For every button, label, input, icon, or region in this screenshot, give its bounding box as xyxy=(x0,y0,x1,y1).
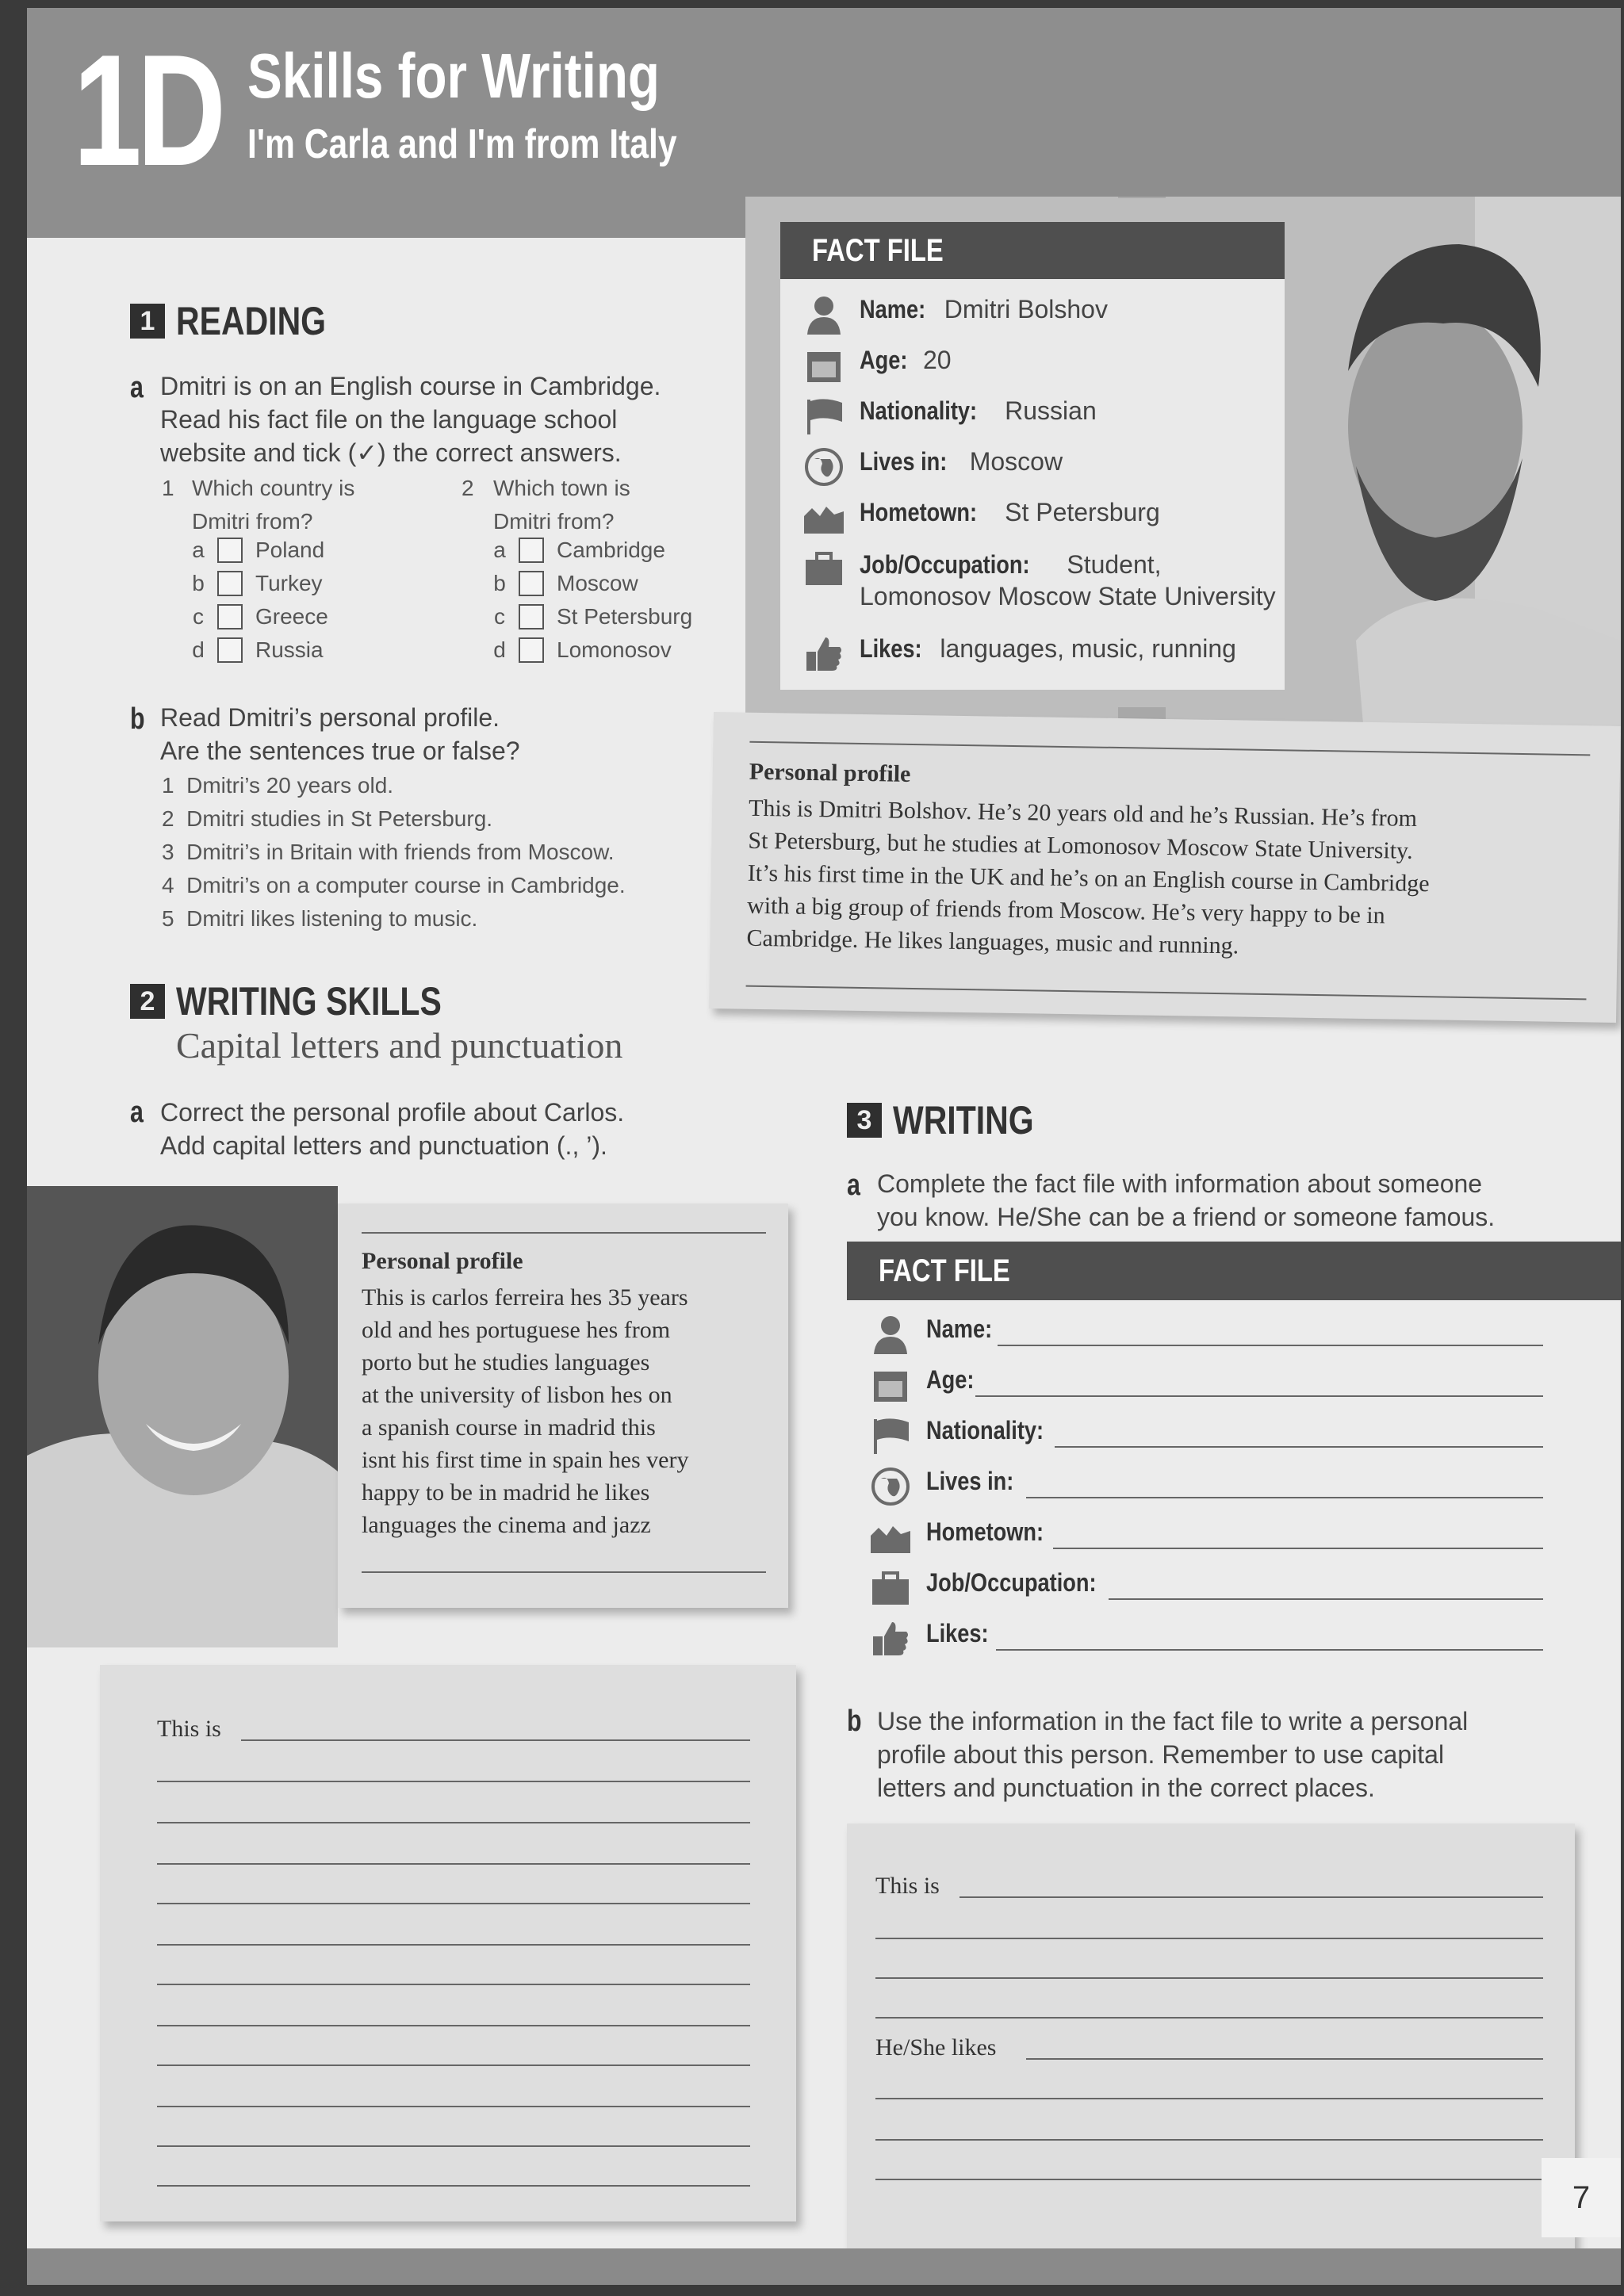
writing-line[interactable] xyxy=(959,1896,1543,1898)
section-number: 1 xyxy=(130,304,165,339)
writing-line[interactable] xyxy=(157,2145,750,2147)
fact-key: Likes: xyxy=(926,1619,989,1647)
age-input-line[interactable] xyxy=(975,1395,1543,1397)
fact-key: Lives in: xyxy=(860,447,948,476)
briefcase-icon xyxy=(804,549,844,588)
statement-number: 3 xyxy=(162,840,174,864)
fact-row-nationality xyxy=(871,1416,1064,1456)
checkbox[interactable] xyxy=(217,571,243,596)
writing-line[interactable] xyxy=(875,2139,1543,2141)
dmitri-profile-card xyxy=(709,712,1621,1023)
flag-icon xyxy=(804,396,844,436)
writing-line[interactable] xyxy=(875,2098,1543,2099)
statement-text: Dmitri’s on a computer course in Cambridge. xyxy=(186,873,626,897)
option-letter: d xyxy=(493,637,506,662)
page-subtitle: I'm Carla and I'm from Italy xyxy=(247,121,677,167)
fact-row-name xyxy=(871,1314,1004,1354)
fact-key: Lives in: xyxy=(926,1467,1014,1495)
fact-row-age xyxy=(804,346,952,385)
instruction-writing-b xyxy=(877,1705,1468,1804)
profile-line: Cambridge. He likes languages, music and running. xyxy=(746,924,1239,959)
writing-line[interactable] xyxy=(875,1977,1543,1979)
fact-row-hometown xyxy=(871,1517,1064,1557)
question-line: Which country is xyxy=(192,476,355,500)
likes-input-line[interactable] xyxy=(996,1649,1543,1651)
option-text: St Petersburg xyxy=(557,604,693,629)
checkbox[interactable] xyxy=(217,538,243,563)
profile-title: Personal profile xyxy=(362,1248,523,1274)
fact-row-name xyxy=(804,295,1108,335)
checkbox[interactable] xyxy=(217,637,243,663)
fact-file-header xyxy=(780,222,1285,279)
writing-line[interactable] xyxy=(157,2106,750,2107)
fact-row-job xyxy=(804,549,1280,612)
answer-option[interactable] xyxy=(484,571,638,596)
fact-key: Job/Occupation: xyxy=(860,550,1030,579)
exercise-letter: a xyxy=(130,371,144,404)
answer-option[interactable] xyxy=(484,637,672,663)
writing-line[interactable] xyxy=(157,1944,750,1946)
nationality-input-line[interactable] xyxy=(1055,1446,1543,1448)
section-title: WRITING SKILLS xyxy=(176,979,442,1024)
fact-row-lives-in xyxy=(804,447,1063,487)
profile-line: This is carlos ferreira hes 35 years xyxy=(362,1284,688,1311)
checkbox[interactable] xyxy=(519,604,544,629)
fact-key: Nationality: xyxy=(926,1416,1044,1445)
option-letter: c xyxy=(193,604,204,629)
exercise-letter: b xyxy=(130,702,145,736)
flag-icon xyxy=(871,1416,910,1456)
profile-line: It’s his first time in the UK and he’s on an English course in Cambridge xyxy=(747,859,1430,897)
briefcase-icon xyxy=(871,1568,910,1608)
option-text: Turkey xyxy=(255,571,323,595)
instruction-line: Use the information in the fact file to write a personal xyxy=(877,1707,1469,1735)
profile-title: Personal profile xyxy=(749,758,911,787)
statement-number: 1 xyxy=(162,773,174,798)
carlos-photo xyxy=(27,1186,338,1647)
fact-key: Job/Occupation: xyxy=(926,1568,1097,1597)
exercise-letter: b xyxy=(847,1705,862,1738)
section-reading-heading xyxy=(130,298,359,344)
calendar-icon xyxy=(871,1365,910,1405)
section-subheading: Capital letters and punctuation xyxy=(176,1025,623,1066)
checkbox[interactable] xyxy=(217,604,243,629)
writing-line[interactable] xyxy=(1026,2058,1543,2060)
answer-option[interactable] xyxy=(182,637,324,663)
checkbox[interactable] xyxy=(519,637,544,663)
statement-text: Dmitri likes listening to music. xyxy=(186,906,478,931)
fact-value: St Petersburg xyxy=(998,498,1160,526)
divider xyxy=(362,1232,766,1234)
question-line: Which town is xyxy=(493,476,630,500)
smiling-man-portrait-icon xyxy=(27,1186,338,1647)
fact-value: Student, Lomonosov Moscow State University xyxy=(860,550,1276,610)
section-title: WRITING xyxy=(893,1098,1034,1142)
thumbs-up-icon xyxy=(871,1619,910,1659)
calendar-icon xyxy=(804,346,844,385)
profile-line: with a big group of friends from Moscow. He’s very happy to be in xyxy=(746,892,1385,929)
option-letter: b xyxy=(493,571,506,595)
writing-line[interactable] xyxy=(875,2017,1543,2019)
fact-key: Name: xyxy=(860,295,926,323)
option-letter: b xyxy=(192,571,205,595)
instruction-line: Complete the fact file with information about someone xyxy=(877,1169,1483,1198)
name-input-line[interactable] xyxy=(998,1345,1543,1346)
option-letter: a xyxy=(493,538,506,562)
fact-key: Age: xyxy=(860,346,908,374)
writing-line[interactable] xyxy=(157,1822,750,1823)
profile-line: This is Dmitri Bolshov. He’s 20 years old and he’s Russian. He’s from xyxy=(748,794,1418,832)
thumbs-up-icon xyxy=(804,634,844,674)
fact-value: 20 xyxy=(916,346,952,374)
fact-row-likes xyxy=(871,1619,999,1659)
town-icon xyxy=(871,1517,910,1557)
lives-in-input-line[interactable] xyxy=(1026,1497,1543,1498)
carlos-profile-card xyxy=(338,1203,788,1608)
answer-start: This is xyxy=(875,1873,940,1899)
option-letter: a xyxy=(192,538,205,562)
profile-text xyxy=(746,792,1605,968)
option-letter: d xyxy=(192,637,205,662)
profile-line: St Petersburg, but he studies at Lomonosov Moscow State University. xyxy=(748,827,1413,864)
profile-text xyxy=(362,1281,782,1541)
workbook-page xyxy=(27,8,1621,2285)
fact-key: Nationality: xyxy=(860,396,978,425)
statement-list xyxy=(162,769,626,936)
personal-profile-answer-box[interactable] xyxy=(847,1823,1575,2267)
question-line: Dmitri from? xyxy=(192,509,313,534)
statement-text: Dmitri studies in St Petersburg. xyxy=(186,806,493,831)
fact-row-job xyxy=(871,1568,1126,1608)
statement-item xyxy=(162,902,626,936)
fact-value: languages, music, running xyxy=(933,634,1236,663)
section-writing-heading xyxy=(847,1097,1065,1143)
statement-item xyxy=(162,802,626,836)
globe-icon xyxy=(871,1467,910,1506)
statement-item xyxy=(162,869,626,902)
fact-value: Dmitri Bolshov xyxy=(936,295,1108,323)
writing-line[interactable] xyxy=(157,2185,750,2187)
instruction-line: Read his fact file on the language school xyxy=(160,405,618,434)
option-letter: c xyxy=(494,604,505,629)
instruction-line: letters and punctuation in the correct places. xyxy=(877,1774,1375,1802)
person-icon xyxy=(871,1314,910,1354)
question-number: 1 xyxy=(162,476,174,500)
statement-item xyxy=(162,836,626,869)
section-number: 3 xyxy=(847,1103,882,1138)
writing-line[interactable] xyxy=(157,1984,750,1985)
instruction-line: website and tick (✓) the correct answers. xyxy=(160,438,622,467)
hometown-input-line[interactable] xyxy=(1053,1548,1543,1549)
statement-number: 2 xyxy=(162,806,174,831)
instruction-line: Correct the personal profile about Carlos. xyxy=(160,1098,625,1127)
writing-line[interactable] xyxy=(157,1903,750,1904)
answer-option[interactable] xyxy=(182,538,324,563)
job-input-line[interactable] xyxy=(1109,1598,1543,1600)
option-text: Lomonosov xyxy=(557,637,672,662)
checkbox[interactable] xyxy=(519,571,544,596)
fact-row-hometown xyxy=(804,498,1160,538)
page-title: Skills for Writing xyxy=(247,40,660,111)
section-writing-skills-heading xyxy=(130,978,500,1024)
globe-icon xyxy=(804,447,844,487)
fact-file-title: FACT FILE xyxy=(879,1253,1010,1288)
exercise-letter: a xyxy=(130,1096,144,1129)
statement-item xyxy=(162,769,626,802)
instruction-line: Are the sentences true or false? xyxy=(160,737,520,765)
divider xyxy=(746,985,1587,1001)
statement-number: 4 xyxy=(162,873,174,897)
writing-line[interactable] xyxy=(157,2064,750,2066)
fact-row-nationality xyxy=(804,396,1097,436)
writing-line[interactable] xyxy=(157,1863,750,1865)
profile-line: a spanish course in madrid this xyxy=(362,1414,656,1441)
divider xyxy=(749,741,1590,756)
instruction-reading-a xyxy=(160,369,661,469)
page-footer-strip xyxy=(27,2248,1621,2285)
question-text xyxy=(493,472,630,538)
page-number: 7 xyxy=(1542,2158,1621,2237)
option-text: Cambridge xyxy=(557,538,665,562)
fact-key: Age: xyxy=(926,1365,975,1394)
fact-key: Hometown: xyxy=(926,1517,1044,1546)
question-line: Dmitri from? xyxy=(493,509,615,534)
writing-line[interactable] xyxy=(241,1739,750,1741)
option-text: Greece xyxy=(255,604,328,629)
fact-value: Russian xyxy=(998,396,1097,425)
unit-number: 1D xyxy=(73,22,221,199)
writing-line[interactable] xyxy=(875,2179,1543,2180)
profile-line: old and hes portuguese hes from xyxy=(362,1317,671,1343)
question-number: 2 xyxy=(462,476,474,500)
instruction-writing-a xyxy=(877,1167,1495,1234)
section-title: READING xyxy=(176,299,327,343)
checkbox[interactable] xyxy=(519,538,544,563)
statement-text: Dmitri’s 20 years old. xyxy=(186,773,394,798)
statement-text: Dmitri’s in Britain with friends from Moscow. xyxy=(186,840,615,864)
option-text: Poland xyxy=(255,538,325,562)
exercise-letter: a xyxy=(847,1169,860,1202)
answer-option[interactable] xyxy=(182,604,328,629)
instruction-line: profile about this person. Remember to use capital xyxy=(877,1740,1445,1769)
answer-option[interactable] xyxy=(484,604,692,629)
instruction-writing-skills-a xyxy=(160,1096,624,1162)
fact-file-title: FACT FILE xyxy=(812,232,944,268)
fact-file-header xyxy=(847,1242,1621,1300)
town-icon xyxy=(804,498,844,538)
fact-row-age xyxy=(871,1365,982,1405)
answer-option[interactable] xyxy=(182,571,323,596)
writing-line[interactable] xyxy=(875,1938,1543,1939)
option-text: Russia xyxy=(255,637,324,662)
profile-line: at the university of lisbon hes on xyxy=(362,1382,672,1408)
instruction-line: Add capital letters and punctuation (., ’). xyxy=(160,1131,607,1160)
fact-row-likes xyxy=(804,634,1236,674)
instruction-line: Dmitri is on an English course in Cambridge. xyxy=(160,372,661,400)
answer-start: This is xyxy=(157,1716,221,1742)
section-number: 2 xyxy=(130,984,165,1019)
answer-option[interactable] xyxy=(484,538,665,563)
profile-line: languages the cinema and jazz xyxy=(362,1512,651,1538)
instruction-line: Read Dmitri’s personal profile. xyxy=(160,703,500,732)
fact-key: Likes: xyxy=(860,634,922,663)
fact-key: Name: xyxy=(926,1314,993,1343)
carlos-answer-box[interactable] xyxy=(100,1665,796,2221)
instruction-reading-b xyxy=(160,701,520,767)
fact-key: Hometown: xyxy=(860,498,978,526)
profile-line: isnt his first time in spain hes very xyxy=(362,1447,689,1473)
person-icon xyxy=(804,295,844,335)
writing-line[interactable] xyxy=(157,2025,750,2026)
fact-row-lives-in xyxy=(871,1467,1029,1506)
instruction-line: you know. He/She can be a friend or someone famous. xyxy=(877,1203,1496,1231)
statement-number: 5 xyxy=(162,906,174,931)
divider xyxy=(362,1571,766,1573)
fact-value: Moscow xyxy=(962,447,1063,476)
option-text: Moscow xyxy=(557,571,638,595)
profile-line: porto but he studies languages xyxy=(362,1349,650,1376)
profile-line: happy to be in madrid he likes xyxy=(362,1479,650,1506)
writing-line[interactable] xyxy=(157,1781,750,1782)
answer-mid: He/She likes xyxy=(875,2034,997,2061)
question-text xyxy=(192,472,354,538)
